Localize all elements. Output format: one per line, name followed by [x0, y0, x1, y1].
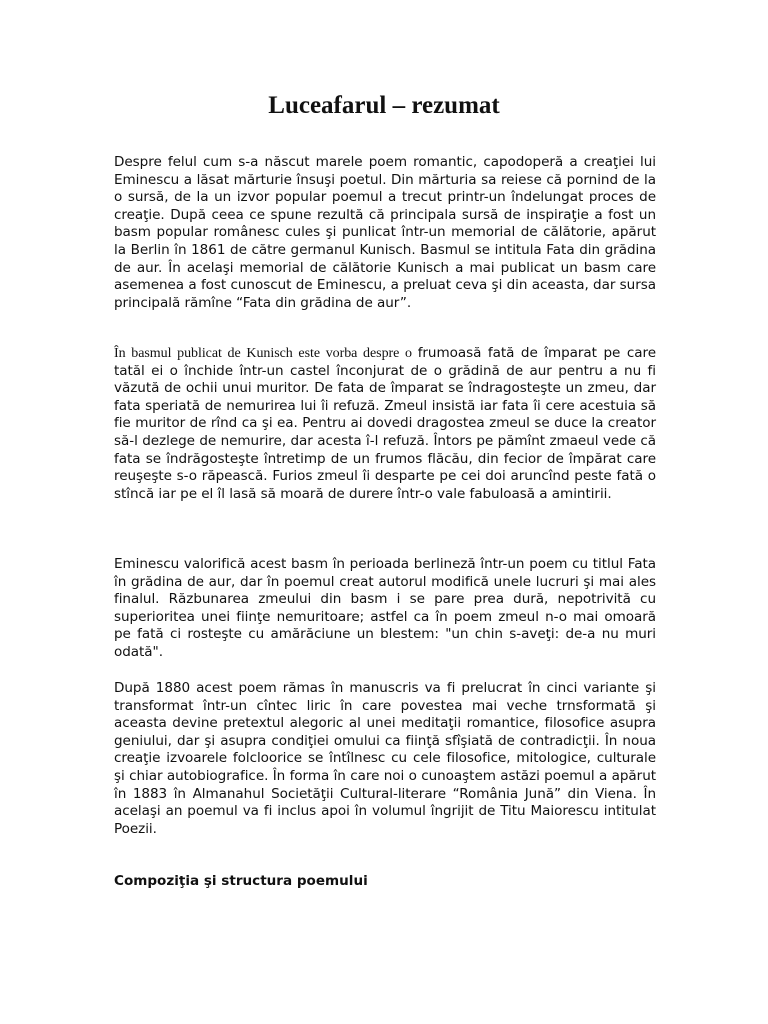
paragraph-sources: Despre felul cum s-a născut marele poem romantic, capodoperă a creaţiei lui Eminescu a lăsat mărturie însuşi poetul. Din mărturia sa reiese că pornind de la o sursă, de la un izvor popular poemul a trecut printr-un îndelungat proces de creaţie. După ceea ce spune rezultă că principala sursă de inspiraţie a fost un basm popular românesc cules şi punlicat într-un memorial de călătorie, apărut la Berlin în 1861 de către germanul Kunisch. Basmul se intitula Fata din grădina de aur. În acelaşi memorial de călătorie Kunisch a mai publicat un basm care asemenea a fost cunoscut de Eminescu, a preluat ceva şi din aceasta, dar sursa principală rămîne “Fata din grădina de aur”. — [114, 154, 656, 311]
paragraph-body-text: frumoasă fată de împarat pe care tatăl ei o închide într-un castel înconjurat de o grădină de aur pentru a nu fi văzută de ochii unui muritor. De fata de împarat se îndragosteşte un zmeu, dar fata speriată de nemurirea lui îi refuză. Zmeul insistă iar fata îi cere acestuia să fie muritor de rînd ca şi ea. Pentru ai dovedi dragostea zmeul se duce la creator să-l dezlege de nemurire, dar acesta î-l refuză. Întors pe pămînt zmaeul vede că fata se îndrăgosteşte întretimp de un frumos flăcău, din fecior de împărat care reuşeşte s-o răpească. Furios zmeul îi desparte pe cei doi aruncînd peste fată o stîncă iar pe el îl lasă să moară de durere într-o vale fabuloasă a amintirii. — [114, 345, 656, 502]
paragraph-berlin-poem: Eminescu valorifică acest basm în perioada berlineză într-un poem cu titlul Fata în grădina de aur, dar în poemul creat autorul modifică unele lucruri şi mai ales finalul. Răzbunarea zmeului din basm i se pare prea dură, nepotrivită cu superioritea unei fiinţe nemuritoare; astfel ca în poem zmeul n-o mai omoară pe fată ci rosteşte cu amărăciune un blestem: "un chin s-aveţi: de-a nu muri odată". — [114, 556, 656, 660]
document-title: Luceafarul – rezumat — [268, 92, 500, 119]
paragraph-lead-text: În basmul publicat de Kunisch este vorba despre o — [114, 346, 418, 361]
section-heading: Compoziţia şi structura poemului — [114, 873, 368, 889]
paragraph-tale-summary — [114, 345, 656, 503]
paragraph-later-versions: După 1880 acest poem rămas în manuscris va fi prelucrat în cinci variante şi transformat într-un cîntec liric în care povestea mai veche trnsformată şi aceasta devine pretextul alegoric al unei meditaţii romantice, filosofice asupra geniului, dar şi asupra condiţiei omului ca fiinţă sfîşiată de contradicţii. În noua creaţie izvoarele folcloorice se întîlnesc cu cele filosofice, mitologice, culturale şi chiar autobiografice. În forma în care noi o cunoaştem astăzi poemul a apărut în 1883 în Almanahul Societăţii Cultural-literare “România Jună” din Viena. În acelaşi an poemul va fi inclus apoi în volumul îngrijit de Titu Maiorescu intitulat Poezii. — [114, 680, 656, 837]
